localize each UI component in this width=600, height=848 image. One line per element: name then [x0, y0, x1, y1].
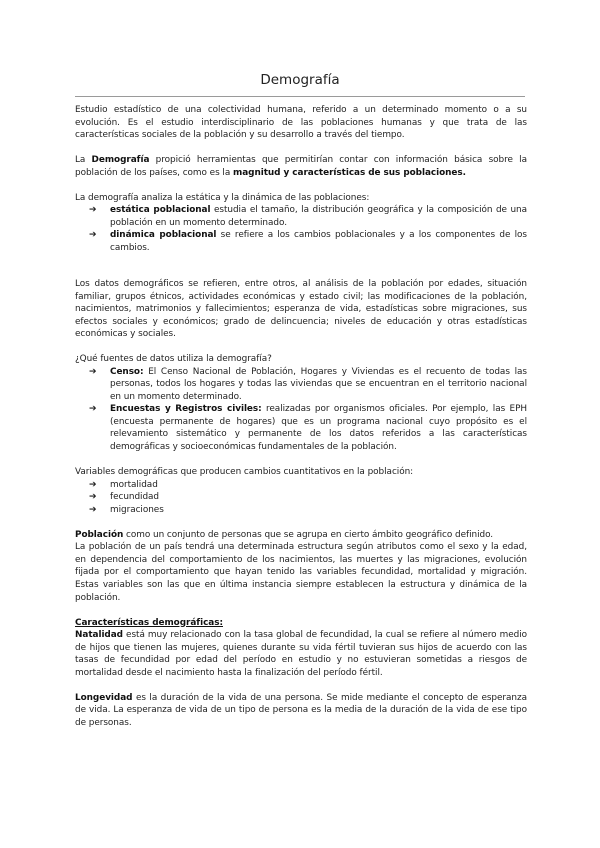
- analysis-list: [75, 204, 527, 254]
- list-item: [75, 366, 527, 404]
- analysis-lead: La demografía analiza la estática y la dinámica de las poblaciones:: [75, 192, 370, 203]
- poblacion-paragraph: La población de un país tendrá una determinada estructura según atributos como el sexo y la edad, en dependencia del comportamiento de los nacimientos, las muertes y las migraciones, evolución fijada por el comportamiento que hayan tenido las variables fecundidad, mortalidad y migración. Estas variables son las que en última instancia siempre establecen la estructura y dinámica de la población.: [75, 542, 527, 603]
- arrow-icon: ➔: [89, 492, 97, 503]
- bold-term: Longevidad: [75, 692, 133, 703]
- spacer: [75, 267, 527, 278]
- underlined-heading: Características demográficas:: [75, 617, 223, 628]
- variables-list: [75, 479, 527, 517]
- bold-term: dinámica poblacional: [110, 230, 217, 241]
- list-item: [75, 491, 527, 504]
- list-item-text: mortalidad: [110, 479, 158, 490]
- variables-lead: Variables demográficas que producen cambios cuantitativos en la población:: [75, 467, 414, 478]
- arrow-icon: ➔: [89, 205, 97, 216]
- bold-term: magnitud y características de sus poblaciones.: [233, 167, 466, 178]
- longevidad-paragraph: [75, 692, 527, 730]
- bold-term: estática poblacional: [110, 205, 211, 216]
- data-paragraph: Los datos demográficos se refieren, entre otros, al análisis de la población por edades, situación familiar, grupos étnicos, actividades económicas y estado civil; las modificaciones de la población, nacimientos, matrimonios y fallecimientos; esperanza de vida, estadísticas sobre migraciones, sus efectos sociales y económicos; grado de delincuencia; niveles de educación y otras estadísticas económicas y sociales.: [75, 278, 527, 340]
- poblacion-definition: [75, 529, 527, 542]
- list-item: [75, 204, 527, 229]
- list-item-text: fecundidad: [110, 492, 160, 503]
- list-item: [75, 229, 527, 254]
- arrow-icon: ➔: [89, 230, 97, 241]
- natalidad-paragraph: [75, 629, 527, 679]
- arrow-icon: ➔: [89, 404, 97, 415]
- demografia-paragraph: [75, 154, 527, 179]
- title-divider: [75, 96, 525, 97]
- bold-term: Censo:: [110, 366, 144, 377]
- list-item: [75, 504, 527, 517]
- bold-term: Natalidad: [75, 630, 123, 641]
- arrow-icon: ➔: [89, 504, 97, 515]
- arrow-icon: ➔: [89, 479, 97, 490]
- document-body: [75, 104, 527, 742]
- text-segment: propició herramientas que permitirían contar con información básica sobre la población de los países, como es la: [75, 155, 527, 178]
- text-segment: La: [75, 155, 92, 166]
- list-item: [75, 403, 527, 453]
- bold-term: Encuestas y Registros civiles:: [110, 404, 262, 415]
- page-title: Demografía: [260, 72, 340, 88]
- list-item: [75, 479, 527, 492]
- text-segment: como un conjunto de personas que se agrupa en cierto ámbito geográfico definido.: [123, 529, 494, 540]
- bold-term: Demografía: [91, 155, 150, 166]
- bold-term: Población: [75, 529, 124, 540]
- list-item-text: estudia el tamaño, la distribución geográfica y la composición de una población en un momento determinado.: [110, 205, 527, 228]
- arrow-icon: ➔: [89, 366, 97, 377]
- sources-list: [75, 366, 527, 454]
- sources-question: ¿Qué fuentes de datos utiliza la demografía?: [75, 354, 272, 365]
- section-heading: [75, 617, 527, 630]
- list-item-text: realizadas por organismos oficiales. Por ejemplo, las EPH (encuesta permanente de hogares) que es un programa nacional cuyo propósito es el relevamiento sistemático y permanente de los datos referidos a las características demográficas y socioeconómicas fundamentales de la población.: [110, 404, 527, 453]
- intro-paragraph: Estudio estadístico de una colectividad humana, referido a un determinado momento o a su evolución. Es el estudio interdisciplinario de las poblaciones humanas y que trata de las características sociales de la población y su desarrollo a través del tiempo.: [75, 105, 527, 141]
- list-item-text: migraciones: [110, 504, 164, 515]
- text-segment: está muy relacionado con la tasa global de fecundidad, la cual se refiere al número medio de hijos que tienen las mujeres, quienes durante su vida fértil tuvieran sus hijos de acuerdo con las tasas de fecundidad por edad del período en estudio y no estuvieran sometidas a riesgos de mortalidad desde el nacimiento hasta la finalización del período fértil.: [75, 630, 527, 678]
- list-item-text: se refiere a los cambios poblacionales y a los componentes de los cambios.: [110, 230, 527, 253]
- text-segment: es la duración de la vida de una persona. Se mide mediante el concepto de esperanza de vida. La esperanza de vida de un tipo de persona es la media de la duración de la vida de ese tipo de personas.: [75, 692, 527, 728]
- list-item-text: El Censo Nacional de Población, Hogares y Viviendas es el recuento de todas las personas, todos los hogares y todas las viviendas que se encuentran en el territorio nacional en un momento determinado.: [110, 366, 527, 402]
